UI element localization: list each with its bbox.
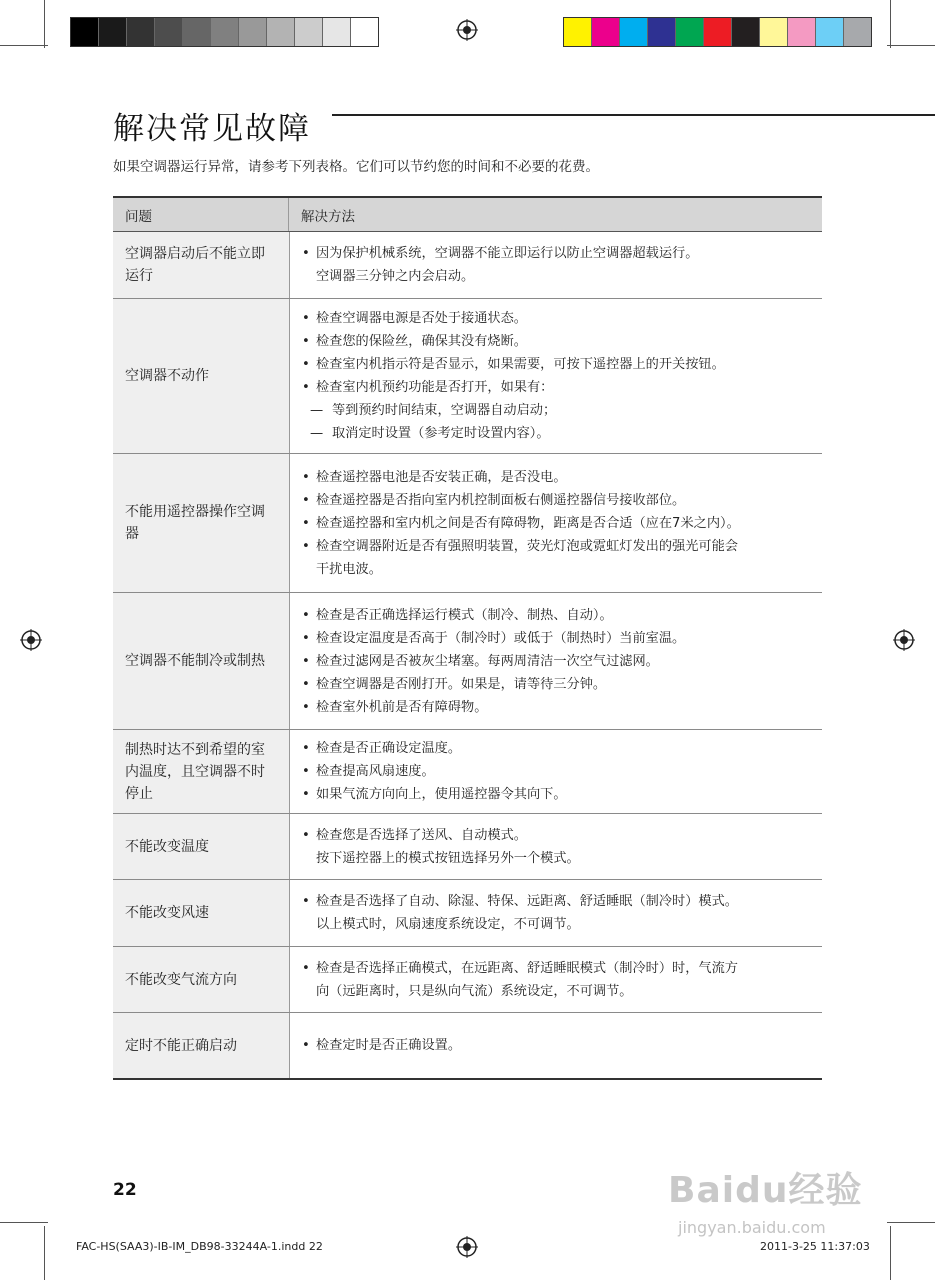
bullet-marker: • — [302, 380, 310, 395]
solution-line — [302, 980, 814, 1003]
table-row — [113, 879, 822, 946]
solution-line — [302, 913, 814, 936]
footer-file-info: FAC-HS(SAA3)-IB-IM_DB98-33244A-1.indd 22 — [76, 1240, 323, 1253]
problem-cell: 不能改变气流方向 — [113, 947, 290, 1012]
crop-mark — [890, 0, 891, 48]
solution-line — [302, 422, 814, 445]
color-swatch — [620, 18, 648, 46]
solution-line — [302, 696, 814, 719]
bullet-marker: • — [302, 492, 310, 508]
solution-text: 按下遥控器上的模式按钮选择另外一个模式。 — [316, 850, 580, 866]
problem-cell: 空调器不动作 — [113, 299, 290, 453]
bullet-marker: • — [302, 311, 310, 326]
solution-text: 取消定时设置（参考定时设置内容）。 — [332, 426, 550, 441]
solution-text: 检查室内机预约功能是否打开，如果有： — [316, 380, 554, 395]
troubleshooting-table — [113, 196, 822, 1080]
registration-mark-icon — [893, 629, 915, 651]
solution-text: 检查空调器是否刚打开。如果是，请等待三分钟。 — [316, 676, 607, 692]
bullet-marker: • — [302, 538, 310, 554]
solution-text: 检查您是否选择了送风、自动模式。 — [316, 827, 527, 843]
solution-text: 向（远距离时，只是纵向气流）系统设定，不可调节。 — [316, 983, 633, 999]
bullet-marker: • — [302, 357, 310, 372]
solution-line — [302, 604, 814, 627]
table-row — [113, 729, 822, 813]
solution-line — [302, 489, 814, 512]
intro-text: 如果空调器运行异常，请参考下列表格。它们可以节约您的时间和不必要的花费。 — [113, 159, 599, 175]
solution-cell — [290, 593, 822, 729]
solution-text: 检查您的保险丝，确保其没有烧断。 — [316, 334, 527, 349]
solution-text: 检查是否选择正确模式，在远距离、舒适睡眠模式（制冷时）时，气流方 — [316, 960, 738, 976]
solution-line — [302, 330, 814, 353]
solution-cell — [290, 232, 822, 298]
color-swatch — [676, 18, 704, 46]
solution-line — [302, 466, 814, 489]
bullet-marker: • — [302, 246, 310, 261]
solution-text: 检查是否正确设定温度。 — [316, 741, 462, 756]
bullet-marker: • — [302, 630, 310, 646]
solution-cell — [290, 299, 822, 453]
header-problem: 问题 — [113, 198, 289, 231]
color-swatch — [592, 18, 620, 46]
problem-cell: 不能改变温度 — [113, 814, 290, 879]
dash-marker: — — [310, 426, 324, 441]
crop-mark — [0, 1222, 48, 1223]
bullet-marker: • — [302, 334, 310, 349]
table-row — [113, 1012, 822, 1078]
bullet-marker: • — [302, 787, 310, 802]
crop-mark — [0, 45, 48, 46]
solution-text: 检查空调器附近是否有强照明装置，荧光灯泡或霓虹灯发出的强光可能会 — [316, 538, 738, 554]
color-swatch — [704, 18, 732, 46]
solution-line — [302, 265, 814, 288]
solution-text: 以上模式时，风扇速度系统设定，不可调节。 — [316, 917, 580, 932]
solution-text: 检查遥控器是否指向室内机控制面板右侧遥控器信号接收部位。 — [316, 492, 686, 508]
cmyk-color-bar — [563, 17, 872, 47]
table-row — [113, 946, 822, 1012]
solution-text: 检查定时是否正确设置。 — [316, 1038, 462, 1053]
page-title: 解决常见故障 — [113, 111, 311, 147]
solution-text: 检查是否选择了自动、除湿、特保、远距离、舒适睡眠（制冷时）模式。 — [316, 894, 738, 909]
watermark-url: jingyan.baidu.com — [678, 1218, 826, 1237]
solution-line — [302, 242, 814, 265]
crop-mark — [890, 1226, 891, 1280]
bullet-marker: • — [302, 1038, 310, 1053]
color-swatch — [732, 18, 760, 46]
color-swatch — [648, 18, 676, 46]
table-row — [113, 298, 822, 453]
color-swatch — [760, 18, 788, 46]
problem-cell: 不能用遥控器操作空调器 — [113, 454, 290, 592]
color-swatch — [127, 18, 155, 46]
table-row — [113, 592, 822, 729]
grayscale-color-bar — [70, 17, 379, 47]
solution-cell — [290, 814, 822, 879]
title-rule — [332, 114, 935, 116]
solution-line — [302, 353, 814, 376]
bullet-marker: • — [302, 653, 310, 669]
solution-line — [302, 558, 814, 581]
solution-line — [302, 847, 814, 870]
bullet-marker: • — [302, 515, 310, 531]
color-swatch — [564, 18, 592, 46]
solution-text: 检查提高风扇速度。 — [316, 764, 435, 779]
table-body — [113, 232, 822, 1078]
registration-mark-icon — [20, 629, 42, 651]
watermark-logo: Baidu经验 — [668, 1170, 863, 1211]
solution-text: 干扰电波。 — [316, 561, 382, 577]
color-swatch — [211, 18, 239, 46]
solution-line — [302, 673, 814, 696]
registration-mark-icon — [456, 19, 478, 41]
color-swatch — [844, 18, 871, 46]
solution-line — [302, 512, 814, 535]
color-swatch — [183, 18, 211, 46]
bullet-marker: • — [302, 894, 310, 909]
solution-text: 如果气流方向向上，使用遥控器令其向下。 — [316, 787, 567, 802]
color-swatch — [239, 18, 267, 46]
color-swatch — [323, 18, 351, 46]
solution-text: 检查过滤网是否被灰尘堵塞。每两周清洁一次空气过滤网。 — [316, 653, 659, 669]
solution-line — [302, 737, 814, 760]
table-header — [113, 198, 822, 232]
bullet-marker: • — [302, 960, 310, 976]
solution-line — [302, 535, 814, 558]
solution-text: 检查遥控器电池是否安装正确，是否没电。 — [316, 469, 567, 485]
solution-text: 检查室内机指示符是否显示，如果需要，可按下遥控器上的开关按钮。 — [316, 357, 725, 372]
solution-cell — [290, 880, 822, 946]
color-swatch — [99, 18, 127, 46]
solution-line — [302, 760, 814, 783]
solution-line — [302, 1034, 814, 1057]
solution-text: 检查空调器电源是否处于接通状态。 — [316, 311, 527, 326]
crop-mark — [44, 1226, 45, 1280]
table-row — [113, 232, 822, 298]
color-swatch — [267, 18, 295, 46]
solution-text: 因为保护机械系统，空调器不能立即运行以防止空调器超载运行。 — [316, 246, 699, 261]
problem-cell: 空调器不能制冷或制热 — [113, 593, 290, 729]
registration-mark-icon — [456, 1236, 478, 1258]
solution-text: 空调器三分钟之内会启动。 — [316, 269, 475, 284]
problem-cell: 制热时达不到希望的室内温度，且空调器不时停止 — [113, 730, 290, 813]
table-row — [113, 813, 822, 879]
problem-cell: 定时不能正确启动 — [113, 1013, 290, 1078]
solution-cell — [290, 730, 822, 813]
color-swatch — [816, 18, 844, 46]
crop-mark — [44, 0, 45, 48]
dash-marker: — — [310, 403, 324, 418]
solution-line — [302, 783, 814, 806]
solution-line — [302, 376, 814, 399]
solution-line — [302, 957, 814, 980]
color-swatch — [351, 18, 378, 46]
bullet-marker: • — [302, 741, 310, 756]
table-row — [113, 453, 822, 592]
color-swatch — [71, 18, 99, 46]
solution-text: 等到预约时间结束，空调器自动启动； — [332, 403, 557, 418]
problem-cell: 空调器启动后不能立即运行 — [113, 232, 290, 298]
bullet-marker: • — [302, 764, 310, 779]
color-swatch — [788, 18, 816, 46]
solution-line — [302, 890, 814, 913]
footer-timestamp: 2011-3-25 11:37:03 — [760, 1240, 870, 1253]
solution-text: 检查是否正确选择运行模式（制冷、制热、自动）。 — [316, 607, 613, 623]
crop-mark — [887, 45, 935, 46]
color-swatch — [155, 18, 183, 46]
baidu-watermark — [668, 1140, 883, 1250]
solution-line — [302, 650, 814, 673]
bullet-marker: • — [302, 827, 310, 843]
header-solution: 解决方法 — [301, 208, 355, 225]
problem-cell: 不能改变风速 — [113, 880, 290, 946]
solution-line — [302, 824, 814, 847]
bullet-marker: • — [302, 699, 310, 715]
solution-text: 检查设定温度是否高于（制冷时）或低于（制热时）当前室温。 — [316, 630, 686, 646]
bullet-marker: • — [302, 676, 310, 692]
solution-cell — [290, 454, 822, 592]
bullet-marker: • — [302, 469, 310, 485]
crop-mark — [887, 1222, 935, 1223]
page-number: 22 — [113, 1180, 137, 1200]
solution-line — [302, 307, 814, 330]
solution-text: 检查室外机前是否有障碍物。 — [316, 699, 488, 715]
bullet-marker: • — [302, 607, 310, 623]
solution-line — [302, 627, 814, 650]
color-swatch — [295, 18, 323, 46]
solution-line — [302, 399, 814, 422]
solution-cell — [290, 947, 822, 1012]
solution-cell — [290, 1013, 822, 1078]
solution-text: 检查遥控器和室内机之间是否有障碍物，距离是否合适（应在7米之内）。 — [316, 515, 740, 531]
